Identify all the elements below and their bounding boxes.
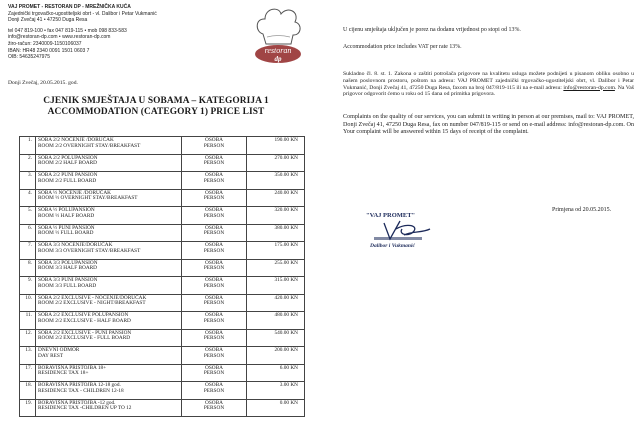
row-description — [36, 242, 182, 260]
row-unit — [182, 154, 247, 172]
row-description-en: ROOM 2/2 EXCLUSIVE - NIGHT/BREAKFAST — [38, 300, 146, 307]
row-description — [36, 224, 182, 242]
row-unit — [182, 294, 247, 312]
row-number: 4. — [20, 189, 36, 207]
row-description — [36, 172, 182, 190]
row-unit-hr: OSOBA — [205, 277, 223, 283]
row-description-hr: SOBA 2/2 EXCLUSIVE - NOĆENJE/DORUČAK — [38, 294, 147, 301]
row-unit-en: PERSON — [203, 247, 225, 254]
row-price: 320.00 KN — [247, 207, 305, 225]
row-price: 240.00 KN — [247, 189, 305, 207]
row-unit — [182, 207, 247, 225]
row-description-hr: SOBA 3/3 POLUPANSION — [38, 259, 98, 266]
row-unit-hr: OSOBA — [205, 382, 223, 388]
price-row — [20, 154, 305, 172]
row-unit-hr: OSOBA — [205, 312, 223, 318]
row-unit-hr: OSOBA — [205, 207, 223, 213]
company-iban: IBAN: HR48 2340 0091 1501 0603 7 — [8, 47, 90, 54]
price-row — [20, 172, 305, 190]
company-oib: OIB: 54635247975 — [8, 54, 50, 61]
price-row — [20, 259, 305, 277]
row-description-hr: BORAVIŠNA PRISTOJBA -12 god. — [38, 399, 116, 406]
company-account: žiro-račun: 2340009-1150106037 — [8, 40, 82, 47]
row-unit-en: PERSON — [203, 370, 225, 377]
row-unit-en: PERSON — [203, 160, 225, 167]
row-unit — [182, 137, 247, 155]
price-row — [20, 137, 305, 155]
row-description-hr: SOBA 2/2 POLUPANSION — [38, 154, 98, 161]
price-row — [20, 382, 305, 400]
row-description-en: RESIDENCE TAX 18+ — [38, 370, 89, 377]
vat-note-english: Accommodation price includes VAT per rate 13%. — [343, 44, 462, 50]
company-address: Donji Zvečaj 41 • 47250 Duga Resa — [8, 17, 88, 24]
row-number: 19. — [20, 399, 36, 417]
company-stamp — [360, 209, 436, 251]
row-price: 255.00 KN — [247, 259, 305, 277]
row-description — [36, 154, 182, 172]
row-unit — [182, 224, 247, 242]
row-unit-en: PERSON — [203, 300, 225, 307]
row-unit-hr: OSOBA — [205, 294, 223, 301]
row-unit-en: PERSON — [203, 142, 225, 149]
price-row — [20, 364, 305, 382]
complaint-text: Sukladno čl. 8. st. 1. Zakona o zaštiti potrošača prigovore na kvalitetu usluga možete podnijeti u pisanom obliku osobno u našem poslovnom prostoru, poštom na adresu: VAJ PROMET zajednički trgovačko-ugostiteljski obrt, vl. Dalibor i Petar Vukmanić, Donji Zvečaj 41, 47250 Duga Resa, faxom na broj 047/819-115 ili na e-mail adresu: — [343, 71, 634, 91]
row-description-en: ROOM 2/2 EXCLUSIVE - FULL BOARD — [38, 335, 131, 342]
price-row — [20, 189, 305, 207]
complaint-note-english: Complaints on the quality of our services, you can submit in writing in person at our premises, mail to: VAJ PROMET, Donji Zvečaj 41, 47250 Duga Resa, fax on number 047/819-115 or send on e-mail address: info@restoran-dp.com. On Your complaint will be answered within 15 days of receipt of the complaint. — [343, 114, 634, 136]
row-unit-en: PERSON — [203, 387, 225, 394]
price-row — [20, 347, 305, 365]
row-description — [36, 207, 182, 225]
row-unit-hr: OSOBA — [205, 154, 223, 161]
row-unit-hr: OSOBA — [205, 399, 223, 406]
row-description-hr: SOBA 3/3 PUNI PANSION — [38, 277, 98, 283]
row-description — [36, 259, 182, 277]
price-row — [20, 399, 305, 417]
row-description-hr: DNEVNI ODMOR — [38, 347, 80, 353]
row-unit-en: PERSON — [203, 212, 225, 219]
row-unit-hr: OSOBA — [205, 137, 223, 143]
row-unit-hr: OSOBA — [205, 347, 223, 353]
row-unit-en: PERSON — [203, 282, 225, 289]
row-description-en: ROOM 2/2 HALF BOARD — [38, 160, 98, 167]
row-price: 200.00 KN — [247, 347, 305, 365]
row-unit-en: PERSON — [203, 230, 225, 237]
letterhead — [8, 4, 157, 61]
row-unit-en: PERSON — [203, 405, 225, 412]
price-row — [20, 294, 305, 312]
row-unit — [182, 259, 247, 277]
row-unit — [182, 189, 247, 207]
row-description-en: DAY REST — [38, 352, 64, 359]
row-number: 8. — [20, 259, 36, 277]
row-unit — [182, 347, 247, 365]
row-description-hr: SOBA 3/3 NOĆENJE/DORUČAK — [38, 242, 113, 248]
row-price: 0.00 KN — [247, 399, 305, 417]
row-description-en: ROOM 2/2 OVERNIGHT STAY/BREAKFAST — [38, 142, 141, 149]
row-unit — [182, 242, 247, 260]
row-price: 315.00 KN — [247, 277, 305, 295]
row-description-hr: SOBA 2/2 PUNI PANSION — [38, 172, 98, 178]
logo-text-bottom: dp — [274, 55, 282, 63]
title-english: ACCOMMODATION (CATEGORY 1) PRICE LIST — [47, 107, 265, 117]
row-unit — [182, 312, 247, 330]
row-unit — [182, 277, 247, 295]
row-unit-en: PERSON — [203, 352, 225, 359]
row-unit — [182, 382, 247, 400]
row-unit-hr: OSOBA — [205, 224, 223, 231]
row-price: 190.00 KN — [247, 137, 305, 155]
row-price: 6.00 KN — [247, 364, 305, 382]
complaint-email-link[interactable]: info@restoran-dp.com — [563, 84, 615, 91]
row-number: 11. — [20, 312, 36, 330]
row-number: 2. — [20, 154, 36, 172]
stamp-name: "VAJ PROMET" — [366, 212, 416, 219]
complaint-note-croatian — [343, 71, 634, 98]
row-description-hr: BORAVIŠNA PRISTOJBA 18+ — [38, 364, 107, 371]
company-phone: tel 047 819-100 • fax 047 819-115 • mob 098 833-583 — [8, 27, 127, 34]
company-name: VAJ PROMET - RESTORAN DP - MREŽNIČKA KUĆA — [8, 4, 131, 10]
price-list-title — [0, 96, 312, 118]
row-unit-hr: OSOBA — [205, 189, 223, 196]
price-row — [20, 312, 305, 330]
document-date: Donji Zvečaj, 20.05.2015. god. — [8, 80, 78, 86]
row-description-en: ROOM ½ HALF BOARD — [38, 212, 95, 219]
row-number: 7. — [20, 242, 36, 260]
row-price: 480.00 KN — [247, 312, 305, 330]
row-description — [36, 382, 182, 400]
row-description-hr: SOBA ½ NOĆENJE /DORUČAK — [38, 189, 111, 196]
row-unit-hr: OSOBA — [205, 259, 223, 266]
row-description-hr: SOBA 2/2 EXCLUSIVE - PUNI PANSION — [38, 329, 132, 336]
row-price: 175.00 KN — [247, 242, 305, 260]
effective-date: Primjena od 20.05.2015. — [552, 207, 612, 213]
row-number: 10. — [20, 294, 36, 312]
row-description — [36, 294, 182, 312]
row-description-en: RESIDENCE TAX - CHILDREN 12-18 — [38, 387, 124, 394]
row-unit — [182, 172, 247, 190]
title-croatian: CJENIK SMJEŠTAJA U SOBAMA – KATEGORIJA 1 — [43, 96, 269, 106]
row-number: 6. — [20, 224, 36, 242]
row-description — [36, 364, 182, 382]
row-unit-en: PERSON — [203, 195, 225, 202]
row-unit — [182, 329, 247, 347]
row-price: 420.00 KN — [247, 294, 305, 312]
price-row — [20, 242, 305, 260]
row-description — [36, 347, 182, 365]
row-description-en: ROOM ½ OVERNIGHT STAY/BREAKFAST — [38, 195, 138, 202]
row-number: 17. — [20, 364, 36, 382]
row-unit-en: PERSON — [203, 317, 225, 324]
row-description — [36, 137, 182, 155]
price-row — [20, 207, 305, 225]
price-row — [20, 277, 305, 295]
row-description-en: ROOM 2/2 FULL BOARD — [38, 177, 97, 184]
row-unit-hr: OSOBA — [205, 172, 223, 178]
row-description — [36, 189, 182, 207]
price-row — [20, 224, 305, 242]
row-unit-en: PERSON — [203, 335, 225, 342]
row-description-hr: SOBA 2/2 EXCLUSIVE POLUPANSION — [38, 312, 129, 318]
signature-scribble — [384, 221, 430, 239]
price-table — [19, 136, 305, 417]
row-price: 540.00 KN — [247, 329, 305, 347]
row-number: 1. — [20, 137, 36, 155]
row-unit-hr: OSOBA — [205, 329, 223, 336]
row-unit-en: PERSON — [203, 177, 225, 184]
row-unit-hr: OSOBA — [205, 364, 223, 371]
restaurant-logo — [253, 4, 303, 70]
row-price: 3.00 KN — [247, 382, 305, 400]
row-description-en: ROOM 2/2 EXCLUSIVE - HALF BOARD — [38, 317, 131, 324]
company-line: Zajednički trgovačko-ugostiteljski obrt - vl. Dalibor i Petar Vukmanić — [8, 10, 157, 17]
company-web: info@restoran-dp.com • www.restoran-dp.com — [8, 34, 111, 41]
stamp-owner: Dalibor i Vukmanić — [370, 243, 415, 249]
row-description-hr: BORAVIŠNA PRISTOJBA 12-18 god. — [38, 382, 121, 388]
row-description-en: ROOM 3/3 HALF BOARD — [38, 265, 98, 272]
row-number: 3. — [20, 172, 36, 190]
row-number: 5. — [20, 207, 36, 225]
row-description — [36, 312, 182, 330]
price-row — [20, 329, 305, 347]
row-price: 270.00 KN — [247, 154, 305, 172]
row-description-hr: SOBA ½ POLUPANSION — [38, 207, 95, 213]
row-number: 9. — [20, 277, 36, 295]
row-description — [36, 399, 182, 417]
row-description-hr: SOBA 2/2 NOĆENJE /DORUČAK — [38, 137, 114, 143]
row-price: 380.00 KN — [247, 224, 305, 242]
row-description-hr: SOBA ½ PUNI PANSION — [38, 224, 95, 231]
row-description-en: ROOM 3/3 OVERNIGHT STAY/BREAKFAST — [38, 247, 141, 254]
row-description — [36, 277, 182, 295]
row-number: 12. — [20, 329, 36, 347]
row-description — [36, 329, 182, 347]
row-number: 13. — [20, 347, 36, 365]
row-number: 18. — [20, 382, 36, 400]
row-description-en: ROOM ½ FULL BOARD — [38, 230, 94, 237]
row-description-en: ROOM 3/3 FULL BOARD — [38, 282, 97, 289]
row-unit — [182, 399, 247, 417]
row-unit-en: PERSON — [203, 265, 225, 272]
row-price: 350.00 KN — [247, 172, 305, 190]
row-unit-hr: OSOBA — [205, 242, 223, 248]
vat-note-croatian: U cijenu smještaja uključen je porez na dodanu vrijednost po stopi od 13%. — [343, 27, 521, 33]
row-description-en: RESIDENCE TAX -CHILDREN UP TO 12 — [38, 405, 132, 412]
logo-text-top: restoran — [264, 46, 292, 55]
row-unit — [182, 364, 247, 382]
complaint-text-end: . Na Vaš prigovor odgovorit ćemo u roku od 15 dana od primitka prigovora. — [343, 84, 634, 98]
